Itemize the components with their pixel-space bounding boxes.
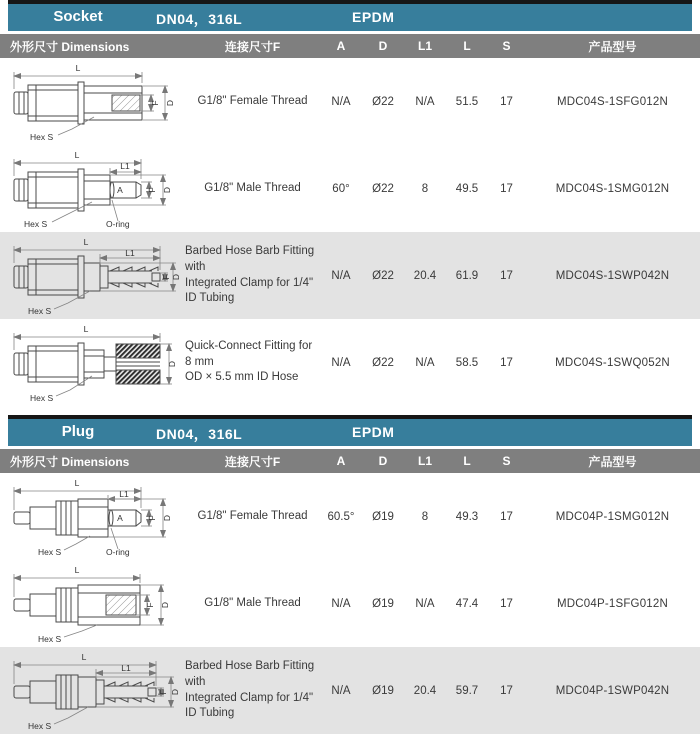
product-model: MDC04P-1SFG012N: [556, 597, 668, 610]
dim-label-l: L: [74, 564, 80, 575]
col-l: L: [463, 454, 471, 468]
col-model: 产品型号: [588, 39, 637, 54]
product-model: MDC04P-1SMG012N: [555, 510, 670, 523]
value-d: Ø22: [372, 269, 394, 282]
dim-label-l1: L1: [121, 662, 131, 673]
value-l1: 20.4: [413, 684, 437, 697]
col-dimensions: 外形尺寸 Dimensions: [10, 454, 130, 469]
value-l: 49.5: [455, 182, 479, 195]
value-l1: 20.4: [413, 269, 437, 282]
drawing-cell: [0, 474, 185, 560]
table-row: [0, 145, 700, 232]
value-s: 17: [500, 510, 513, 523]
product-model: MDC04S-1SFG012N: [556, 95, 668, 108]
hex-label: Hex S: [30, 392, 54, 403]
value-l1: 8: [421, 510, 429, 523]
dim-label-d: D: [171, 273, 181, 280]
value-s: 17: [500, 269, 513, 282]
plug-threaded-oring-drawing: [2, 474, 182, 560]
col-connection: 连接尺寸F: [224, 454, 281, 469]
product-model: MDC04S-1SWQ052N: [555, 356, 670, 369]
value-l: 59.7: [455, 684, 479, 697]
plug-spec: DN04，316L: [156, 426, 243, 442]
value-d: Ø22: [372, 95, 394, 108]
table-row: [0, 319, 700, 406]
value-s: 17: [500, 182, 513, 195]
product-model: MDC04S-1SWP042N: [555, 269, 670, 282]
value-s: 17: [500, 95, 513, 108]
connection-line1: Barbed Hose Barb Fitting with: [185, 245, 315, 273]
drawing-cell: [0, 233, 185, 319]
table-gap: [0, 406, 700, 415]
col-s: S: [502, 39, 511, 53]
value-l: 47.4: [455, 597, 479, 610]
table-row: [0, 560, 700, 647]
col-d: D: [378, 39, 388, 53]
dim-label-f: F: [158, 688, 168, 695]
value-l1: N/A: [415, 597, 435, 610]
table-row: [0, 473, 700, 560]
value-d: Ø22: [372, 182, 394, 195]
connection-type: [185, 244, 320, 306]
socket-male-thread-drawing: [2, 146, 182, 232]
value-a: N/A: [331, 684, 351, 697]
col-a: A: [336, 39, 346, 53]
value-a: N/A: [331, 597, 351, 610]
value-l1: N/A: [415, 95, 435, 108]
connection-type: [185, 659, 320, 721]
connection-line2: Integrated Clamp for 1/4" ID Tubing: [185, 691, 314, 720]
plug-table-title: Plug: [61, 423, 95, 440]
socket-quick-connect-drawing: [2, 320, 182, 406]
value-d: Ø19: [372, 597, 394, 610]
dim-label-a: A: [117, 512, 123, 523]
hex-label: Hex S: [38, 633, 62, 644]
dim-label-l: L: [83, 323, 89, 334]
plug-hose-barb-drawing: [2, 648, 182, 734]
value-d: Ø19: [372, 510, 394, 523]
connection-line1: Barbed Hose Barb Fitting with: [185, 660, 315, 688]
value-s: 17: [500, 684, 513, 697]
drawing-cell: [0, 648, 185, 734]
col-s: S: [502, 454, 511, 468]
col-dimensions: 外形尺寸 Dimensions: [10, 39, 130, 54]
connection-type: G1/8" Female Thread: [197, 509, 308, 522]
col-l: L: [463, 39, 471, 53]
col-l1: L1: [417, 39, 432, 53]
dim-label-l: L: [74, 149, 80, 160]
oring-label: O-ring: [106, 218, 130, 229]
col-model: 产品型号: [588, 454, 637, 469]
drawing-cell: [0, 320, 185, 406]
value-a: N/A: [331, 95, 351, 108]
dim-label-l: L: [75, 62, 81, 73]
table-row: [0, 232, 700, 319]
value-d: Ø22: [372, 356, 394, 369]
col-connection: 连接尺寸F: [224, 39, 281, 54]
drawing-cell: [0, 146, 185, 232]
value-l: 61.9: [455, 269, 479, 282]
socket-seal-material: EPDM: [352, 9, 395, 25]
connection-line2: OD × 5.5 mm ID Hose: [185, 371, 299, 384]
hex-label: Hex S: [30, 131, 54, 142]
dim-label-f: F: [150, 99, 160, 106]
value-a: N/A: [331, 356, 351, 369]
value-s: 17: [500, 597, 513, 610]
dim-label-d: D: [167, 360, 177, 367]
plug-seal-material: EPDM: [352, 424, 395, 440]
plug-column-header: [0, 449, 700, 473]
connection-type: [185, 339, 320, 386]
socket-table-title: Socket: [53, 8, 103, 25]
plug-table: [0, 415, 700, 734]
hex-label: Hex S: [28, 720, 52, 731]
dim-label-d: D: [162, 514, 172, 521]
socket-female-thread-drawing: [2, 59, 182, 145]
dim-label-d: D: [170, 688, 180, 695]
dim-label-f: F: [147, 186, 157, 193]
socket-spec: DN04，316L: [156, 11, 243, 27]
dim-label-l: L: [81, 651, 87, 662]
value-l: 49.3: [455, 510, 479, 523]
hex-label: Hex S: [24, 218, 48, 229]
dim-label-l: L: [83, 236, 89, 247]
value-s: 17: [500, 356, 513, 369]
col-l1: L1: [417, 454, 432, 468]
dim-label-l1: L1: [119, 488, 129, 499]
connection-type: G1/8" Male Thread: [204, 181, 301, 194]
hex-label: Hex S: [28, 305, 52, 316]
oring-label: O-ring: [106, 546, 130, 557]
value-l1: N/A: [415, 356, 435, 369]
dim-label-a: A: [117, 184, 123, 195]
plug-title-band: [8, 415, 692, 446]
connection-line1: Quick-Connect Fitting for 8 mm: [185, 340, 313, 368]
dim-label-l: L: [74, 477, 80, 488]
socket-hose-barb-drawing: [2, 233, 182, 319]
dim-label-f: F: [145, 601, 155, 608]
dim-label-l1: L1: [125, 247, 135, 258]
value-d: Ø19: [372, 684, 394, 697]
table-row: [0, 647, 700, 734]
product-model: MDC04P-1SWP042N: [555, 684, 670, 697]
drawing-cell: [0, 561, 185, 647]
socket-column-header: [0, 34, 700, 58]
dim-label-d: D: [162, 186, 172, 193]
drawing-cell: [0, 59, 185, 145]
connection-line2: Integrated Clamp for 1/4" ID Tubing: [185, 276, 314, 305]
value-l1: 8: [421, 182, 429, 195]
dim-label-d: D: [165, 99, 175, 106]
hex-label: Hex S: [38, 546, 62, 557]
value-l: 58.5: [455, 356, 479, 369]
product-model: MDC04S-1SMG012N: [555, 182, 670, 195]
plug-hex-nut-drawing: [2, 561, 182, 647]
col-a: A: [336, 454, 346, 468]
value-a: N/A: [331, 269, 351, 282]
value-a: 60.5°: [327, 510, 355, 523]
socket-title-band: [8, 0, 692, 31]
table-row: [0, 58, 700, 145]
dim-label-f: F: [161, 273, 171, 280]
col-d: D: [378, 454, 388, 468]
dim-label-l1: L1: [120, 160, 130, 171]
connection-type: G1/8" Female Thread: [197, 94, 308, 107]
dim-label-d: D: [160, 601, 170, 608]
connection-type: G1/8" Male Thread: [204, 596, 301, 609]
value-l: 51.5: [455, 95, 479, 108]
value-a: 60°: [332, 182, 350, 195]
dim-label-f: F: [147, 514, 157, 521]
